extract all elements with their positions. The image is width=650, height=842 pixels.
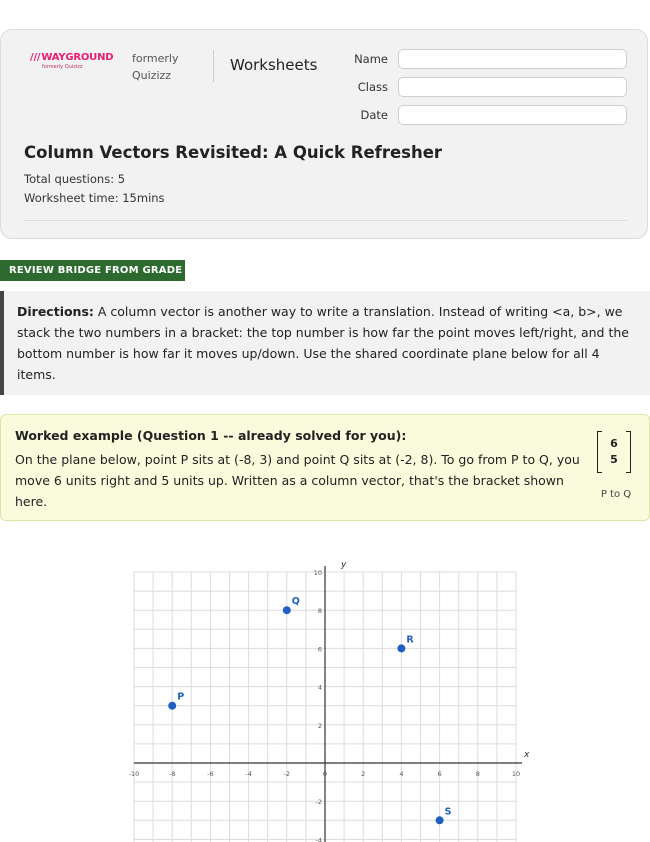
total-questions: Total questions: 5 [24,172,126,186]
worked-example-title: Worked example (Question 1 -- already solved for you): [15,428,407,443]
coordinate-plane [0,540,650,842]
header-divider [213,50,214,82]
y-tick-label: 4 [317,683,322,692]
point-label-p: P [177,691,185,703]
class-field[interactable] [398,77,627,97]
formerly-quizizz [132,50,202,84]
x-tick-label: -10 [128,770,140,778]
formerly-line: formerly [132,52,179,65]
x-tick-label: 4 [399,770,404,778]
point-label-r: R [406,634,414,646]
y-tick-label: 10 [313,569,322,577]
point-label-q: Q [291,596,300,608]
worksheets-label: Worksheets [230,56,318,74]
directions-box [0,291,650,395]
date-label: Date [360,108,388,122]
logo-text: WAYGROUND [41,52,114,63]
directions-text: A column vector is another way to write a translation. Instead of writing <a, b>, we stack the two numbers in a bracket: the top number is how far the point moves left/right, and the bottom number is how far it moves up/down. Use the shared coordinate plane below for all 4 items. [17,304,629,382]
worksheet-header [0,29,648,239]
column-vector [597,431,631,473]
vector-caption: P to Q [600,489,632,500]
x-tick-label: -2 [283,770,291,778]
vector-bottom: 5 [610,453,618,466]
point-r [397,644,405,652]
x-axis-label: x [524,750,530,760]
point-label-s: S [444,806,452,818]
directions-lead: Directions: [17,304,94,319]
y-tick-label: 2 [317,721,322,730]
x-tick-label: -8 [168,770,176,778]
point-q [283,606,291,614]
date-field[interactable] [398,105,627,125]
y-tick-label: 6 [317,645,322,654]
quizizz-line: Quizizz [132,69,172,82]
name-field[interactable] [398,49,627,69]
worksheet-time: Worksheet time: 15mins [24,191,165,205]
worked-example-body: On the plane below, point P sits at (-8, 3) and point Q sits at (-2, 8). To go from P to Q, you move 6 units right and 5 units up. Written as a column vector, that's the bracket shown here. [15,452,580,509]
header-rule [24,220,627,221]
x-tick-label: 10 [511,770,521,778]
vector-top: 6 [610,437,618,450]
logo-subtext: formerly Quizizz [42,64,83,70]
y-axis-label: y [341,560,347,570]
x-tick-label: 8 [475,770,480,778]
class-label: Class [357,80,388,94]
x-tick-label: 6 [437,770,442,778]
x-tick-label: 2 [361,770,366,778]
x-tick-label: 0 [322,770,328,778]
worksheet-title: Column Vectors Revisited: A Quick Refresher [24,143,443,162]
y-tick-label: -4 [315,836,322,842]
point-s [436,816,444,824]
point-p [168,702,176,710]
x-tick-label: -6 [207,770,214,778]
plane-axes [134,560,530,842]
worked-example-box [0,414,650,521]
y-tick-label: -2 [315,798,322,807]
name-label: Name [354,52,388,66]
y-tick-label: 8 [317,607,322,616]
x-tick-label: -4 [245,770,252,778]
wayground-logo [30,52,118,70]
section-badge: REVIEW BRIDGE FROM GRADE [0,260,185,281]
logo-mark-icon: /// [30,52,41,63]
